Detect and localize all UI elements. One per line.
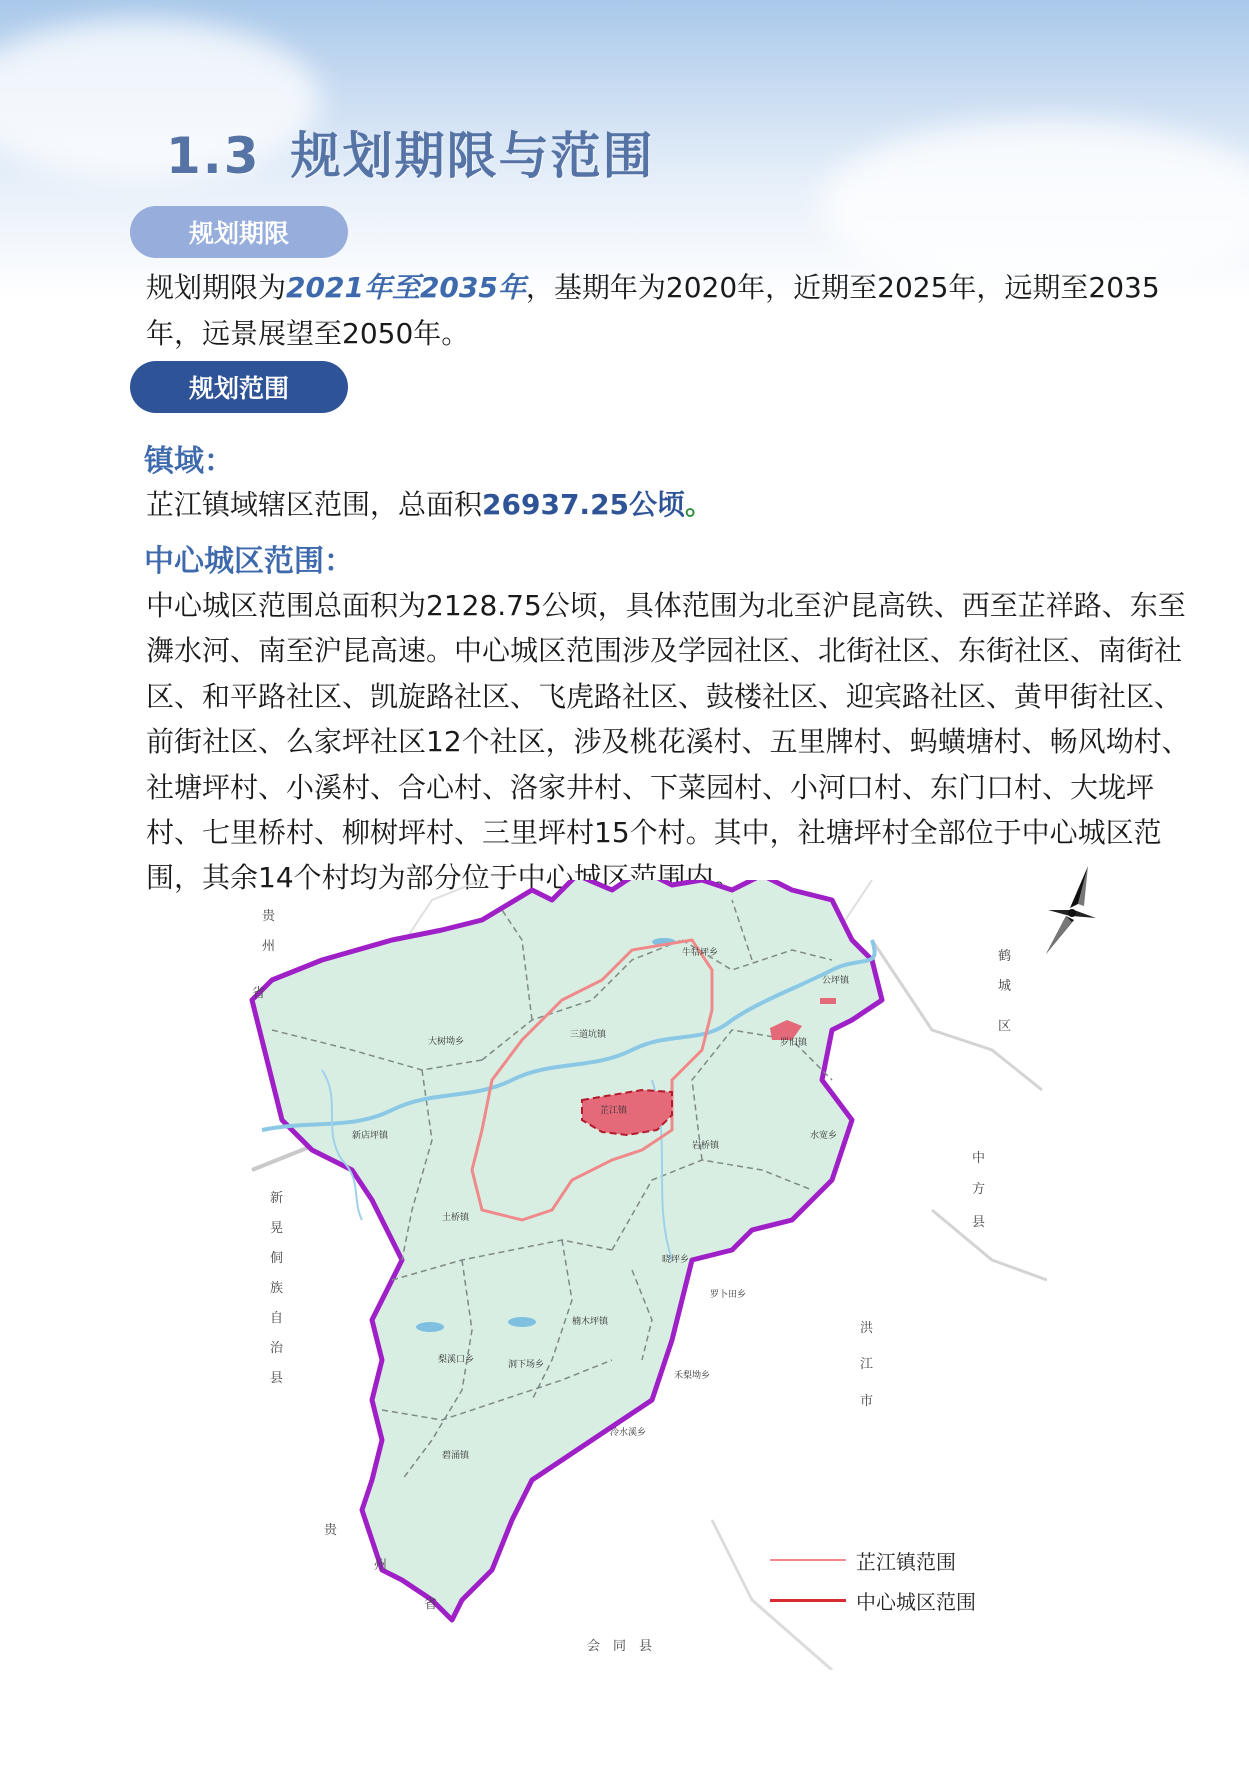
town-highlight: 26937.25公顷 [482, 488, 686, 521]
neighbor-label: 新 [270, 1191, 284, 1206]
neighbor-label: 省 [252, 986, 266, 1001]
period-text-before: 规划期限为 [146, 271, 287, 304]
town-label: 新店坪镇 [352, 1131, 389, 1141]
town-label: 冷水溪乡 [610, 1428, 647, 1438]
scope-tab-label: 规划范围 [188, 374, 289, 403]
period-tab-label: 规划期限 [188, 219, 289, 248]
neighbor-label: 中 [972, 1151, 986, 1166]
section-heading [166, 116, 655, 188]
reservoir [508, 1317, 536, 1327]
neighbor-label: 江 [860, 1357, 874, 1372]
neighbor-label: 自 [270, 1311, 284, 1326]
neighbor-label: 县 [270, 1371, 284, 1386]
neighbor-label: 洪 [860, 1321, 874, 1336]
neighbor-label: 贵 [262, 909, 276, 924]
neighbor-label: 贵 [324, 1523, 338, 1538]
town-label: 水宽乡 [810, 1131, 838, 1141]
highway-line [872, 940, 1042, 1090]
legend-item [770, 1540, 976, 1580]
town-label: 三道坑镇 [570, 1030, 607, 1040]
town-label: 晓坪乡 [662, 1255, 690, 1265]
neighbor-label: 鹤 [998, 949, 1012, 964]
neighbor-label: 族 [270, 1281, 284, 1296]
town-label: 牛牯坪乡 [682, 948, 719, 958]
town-label: 罗卜田乡 [710, 1290, 747, 1300]
period-paragraph [146, 265, 1191, 357]
neighbor-label: 治 [270, 1341, 284, 1356]
legend-label: 芷江镇范围 [856, 1549, 956, 1574]
period-highlight: 2021年至2035年 [286, 271, 526, 304]
town-label: 碧涌镇 [442, 1451, 470, 1461]
town-label: 楠木坪镇 [572, 1317, 609, 1327]
town-paragraph [146, 482, 1191, 528]
reservoir [416, 1322, 444, 1332]
town-label: 禾梨坳乡 [674, 1371, 711, 1381]
neighbor-label: 州 [374, 1558, 388, 1573]
town-label: 罗旧镇 [780, 1038, 808, 1048]
north-arrow-icon [1038, 864, 1108, 964]
town-label: 芷江镇 [600, 1106, 628, 1116]
section-number: 1.3 [166, 127, 261, 185]
neighbor-label: 会 同 县 [587, 1639, 653, 1654]
neighbor-label: 方 [972, 1182, 986, 1197]
town-text-before: 芷江镇域辖区范围，总面积 [146, 488, 483, 521]
legend-item [770, 1580, 976, 1620]
neighbor-label: 市 [860, 1394, 874, 1409]
neighbor-label: 区 [998, 1019, 1012, 1034]
legend-line-swatch [770, 1599, 846, 1602]
neighbor-label: 州 [262, 939, 276, 954]
map-legend [770, 1540, 976, 1620]
highway-line [932, 1210, 1047, 1280]
town-label: 土桥镇 [442, 1213, 470, 1223]
period-tab [130, 206, 348, 258]
neighbor-label: 县 [972, 1215, 986, 1230]
center-heading: 中心城区范围： [144, 544, 354, 579]
period-text-after: ，基期年为2020年，近期至2025年，远期至2035年，远景展望至2050年。 [146, 271, 1160, 350]
legend-label: 中心城区范围 [856, 1589, 976, 1614]
town-label: 梨溪口乡 [438, 1355, 475, 1365]
legend-line-swatch [770, 1559, 846, 1561]
town-label: 岩桥镇 [692, 1141, 720, 1151]
center-paragraph: 中心城区范围总面积为2128.75公顷，具体范围为北至沪昆高铁、西至芷祥路、东至㵲水河、南至沪昆高速。中心城区范围涉及学园社区、北街社区、东街社区、南街社区、和平路社区、凯旋路社区、飞虎路社区、鼓楼社区、迎宾路社区、黄甲街社区、前街社区、么家坪社区12个社区，涉及桃花溪村、五里牌村、蚂蟥塘村、畅风坳村、社塘坪村、小溪村、合心村、洛家井村、下菜园村、小河口村、东门口村、大垅坪村、七里桥村、柳树坪村、三里坪村15个村。其中，社塘坪村全部位于中心城区范围，其余14个村均为部分位于中心城区范围内。 [146, 589, 1190, 895]
town-label: 洞下场乡 [508, 1360, 545, 1370]
scope-tab [130, 361, 348, 413]
neighbor-label: 侗 [270, 1251, 284, 1266]
town-label: 公坪镇 [822, 976, 850, 986]
town-heading: 镇域： [144, 444, 234, 479]
town-label: 大树坳乡 [428, 1037, 465, 1047]
section-title: 规划期限与范围 [290, 127, 655, 185]
town-text-after: 。 [685, 488, 714, 521]
neighbor-label: 城 [998, 979, 1012, 994]
urban-patch [820, 998, 836, 1004]
neighbor-label: 省 [424, 1597, 438, 1612]
neighbor-label: 晃 [270, 1221, 284, 1236]
